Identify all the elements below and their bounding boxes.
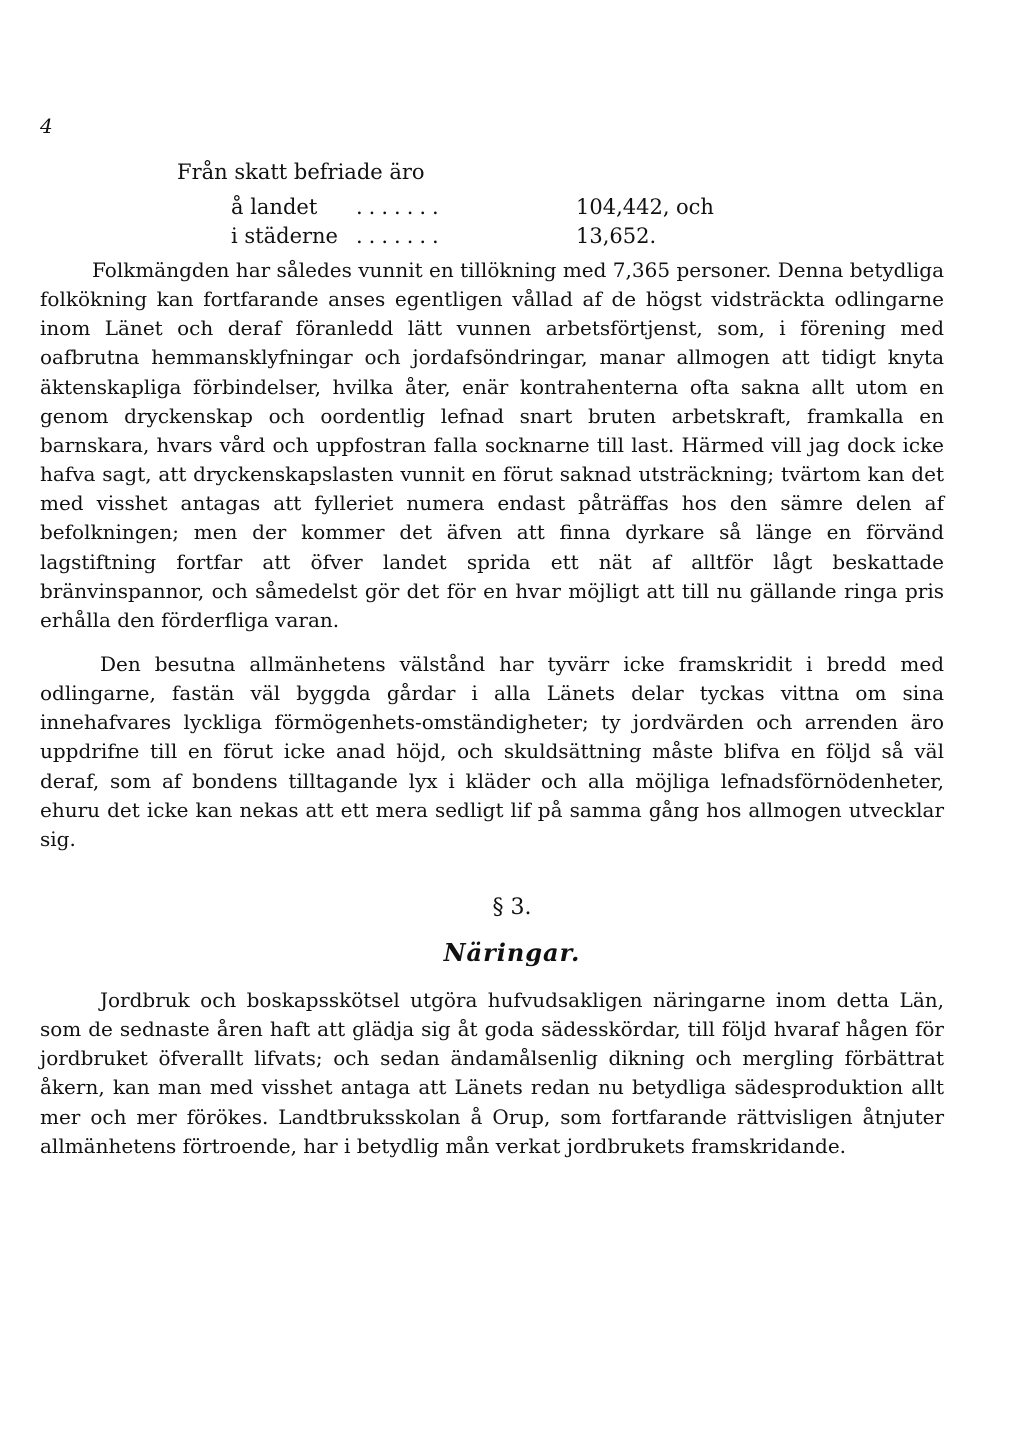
leader-dots: .......: [356, 224, 445, 248]
row-label: å landet: [231, 195, 318, 219]
section-heading: Näringar.: [443, 938, 581, 967]
row-label: i städerne: [231, 224, 338, 248]
paragraph-prosperity: Den besutna allmänhetens välstånd har tyvärr icke framskridit i bredd med odlingarne, fastän väl byggda gårdar i alla Länets delar tyckas vittna om sina innehafvares lyckliga förmögenhets-omständigheter; ty jordvärden och arrenden äro uppdrifne till en förut icke anad höjd, och skuldsättning måste blifva en följd så väl deraf, som af bondens tilltagande lyx i kläder och alla möjliga lefnadsförnödenheter, ehuru det icke kan nekas att ett mera sedligt lif på samma gång hos allmogen utvecklar sig.: [40, 652, 944, 851]
row-value: 104,442,: [576, 195, 670, 219]
paragraph-population: Folkmängden har således vunnit en tillökning med 7,365 personer. Denna betydliga folkökning kan fortfarande anses egentligen vållad af de högst vidsträckta odlingarne inom Länet och deraf föranledd lätt vunnen arbetsförtjenst, som, i förening med oafbrutna hemmansklyfningar och jordafsöndringar, manar allmogen att tidigt knyta äktenskapliga förbindelser, hvilka åter, enär kontrahenterna ofta sakna allt utom en genom dryckenskap och oordentlig lefnad snart bruten arbetskraft, framkalla en barnskara, hvars vård och uppfostran falla socknarne till last. Härmed vill jag dock icke hafva sagt, att dryckenskapslasten vunnit en förut saknad utsträckning; tvärtom kan det med visshet antagas att fylleriet numera endast påträffas hos den sämre delen af befolkningen; men der kommer det äfven att finna dyrkare så länge en förvänd lagstiftning fortfar att öfver landet sprida ett nät af alltför lågt beskattade bränvinspannor, och såmedelst gör det för en hvar möjligt att till nu gällande ringa pris erhålla den förderfliga varan.: [40, 258, 944, 632]
tax-exempt-row-staderne: [231, 224, 676, 248]
leader-dots: .......: [356, 195, 445, 219]
row-value: 13,652.: [576, 224, 657, 248]
tax-exempt-intro: Från skatt befriade äro: [177, 160, 425, 184]
section-number: § 3.: [492, 895, 532, 920]
paragraph-agriculture: Jordbruk och boskapsskötsel utgöra hufvudsakligen näringarne inom detta Län, som de sednaste åren haft att glädja sig åt goda sädesskördar, till följd hvaraf hågen för jordbruket öfverallt lifvats; och sedan ändamålsenlig dikning och mergling förbättrat åkern, kan man med visshet antaga att Länets redan nu betydliga sädesproduktion allt mer och mer förökes. Landtbruksskolan å Orup, som fortfarande rättvisligen åtnjuter allmänhetens förtroende, har i betydlig mån verkat jordbrukets framskridande.: [40, 988, 944, 1158]
tax-exempt-row-landet: [231, 195, 714, 219]
row-suffix: och: [676, 195, 714, 219]
page-number: 4: [40, 114, 53, 138]
